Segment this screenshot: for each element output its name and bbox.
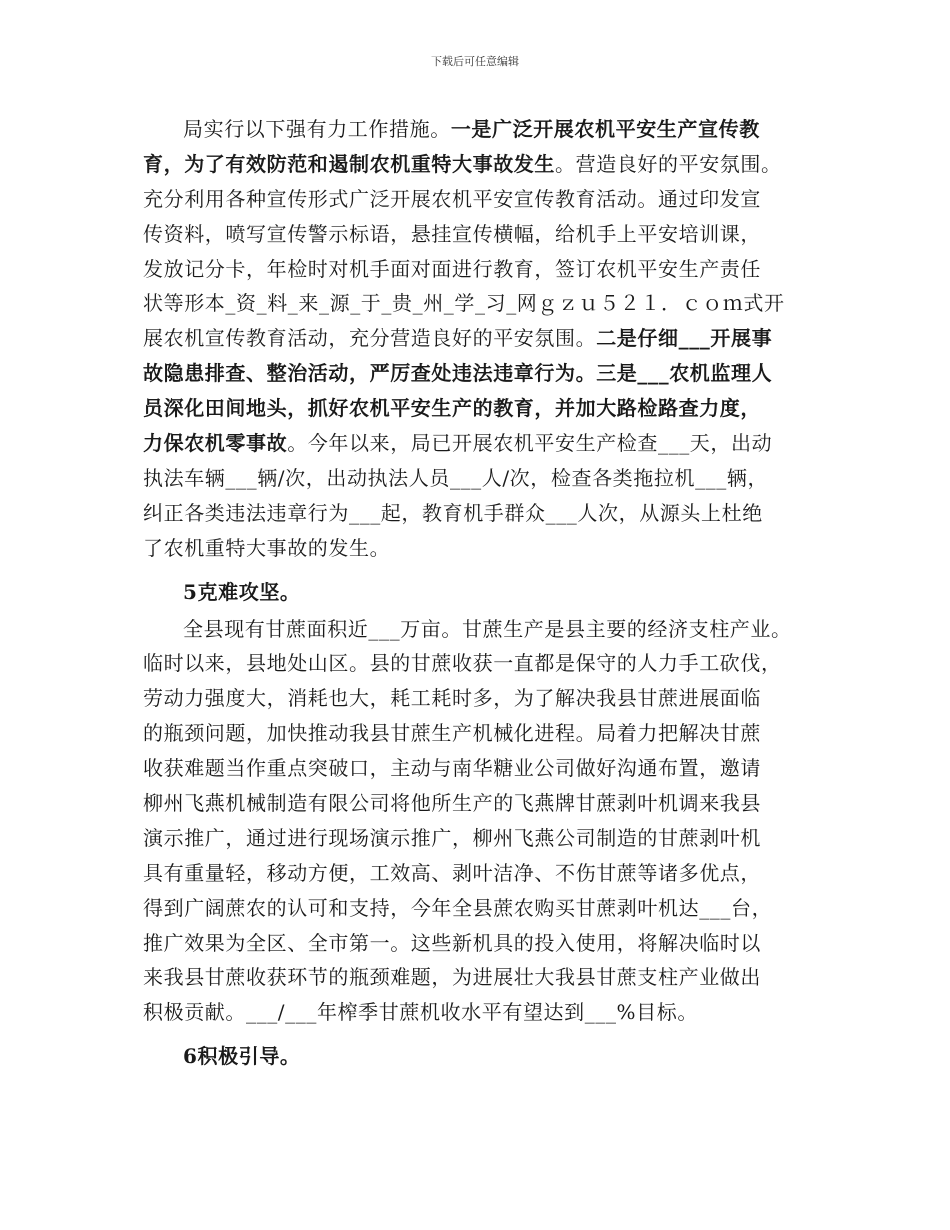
text-run: 积极贡献。___/___年榨季甘蔗机收水平有望达到___%目标。 [143, 1000, 698, 1025]
text-run: 。今年以来，局已开展农机平安生产检查___天，出动 [287, 431, 773, 456]
section-heading: 5克难攻坚。 [183, 579, 301, 604]
text-run: 充分利用各种宣传形式广泛开展农机平安宣传教育活动。通过印发宣 [143, 186, 761, 211]
paragraph-line [143, 112, 833, 147]
text-run: 临时以来，县地处山区。县的甘蔗收获一直都是保守的人力手工砍伐， [143, 651, 782, 676]
paragraph-line [143, 751, 833, 786]
text-run: 传资料，喷写宣传警示标语，悬挂宣传横幅，给机手上平安培训课， [143, 221, 761, 246]
paragraph-line [143, 821, 833, 856]
paragraph-line [143, 252, 833, 287]
text-run: 收获难题当作重点突破口，主动与南华糖业公司做好沟通布置，邀请 [143, 756, 761, 781]
paragraph-line [143, 995, 833, 1030]
paragraph-line [143, 286, 833, 321]
text-run: 。营造良好的平安氛围。 [555, 151, 782, 176]
paragraph-line [143, 182, 833, 217]
paragraph-line [143, 786, 833, 821]
bold-text-run: 一是广泛开展农机平安生产宣传教 [450, 117, 760, 141]
paragraph-line [143, 681, 833, 716]
paragraph-line [143, 356, 833, 391]
text-run: 状等形本_资_料_来_源_于_贵_州_学_习_网ｇｚｕ５２１．ｃｏｍ式开 [143, 291, 785, 316]
page-header-note: 下载后可任意编辑 [431, 55, 519, 68]
section-heading: 6积极引导。 [183, 1044, 301, 1069]
document-body [143, 112, 833, 1076]
bold-text-run: 员深化田间地头，抓好农机平安生产的教育，并加大路检路查力度， [143, 396, 761, 421]
bold-text-run: 二是仔细___开展事 [596, 326, 773, 351]
text-run: 演示推广，通过进行现场演示推广，柳州飞燕公司制造的甘蔗剥叶机 [143, 825, 761, 850]
paragraph-line [143, 960, 833, 995]
paragraph-line [143, 461, 833, 496]
text-run: 纠正各类违法违章行为___起，教育机手群众___人次，从源头上杜绝 [143, 500, 763, 525]
text-run: 得到广阔蔗农的认可和支持，今年全县蔗农购买甘蔗剥叶机达___台， [143, 895, 773, 920]
paragraph-line [143, 891, 833, 926]
paragraph-line [143, 646, 833, 681]
text-run: 劳动力强度大，消耗也大，耗工耗时多，为了解决我县甘蔗进展面临 [143, 686, 761, 711]
paragraph-line [143, 217, 833, 252]
paragraph-line [143, 716, 833, 751]
paragraph-line [143, 612, 833, 647]
text-run: 局实行以下强有力工作措施。 [183, 117, 451, 141]
paragraph-line [143, 147, 833, 182]
bold-text-run: 故隐患排查、整治活动，严厉查处违法违章行为。三是___农机监理人 [143, 361, 773, 386]
paragraph-line [143, 856, 833, 891]
text-run: 执法车辆___辆/次，出动执法人员___人/次，检查各类拖拉机___辆， [143, 465, 769, 490]
paragraph-line [143, 391, 833, 426]
text-run: 全县现有甘蔗面积近___万亩。甘蔗生产是县主要的经济支柱产业。 [183, 616, 792, 641]
paragraph-line [143, 496, 833, 531]
bold-text-run: 育，为了有效防范和遏制农机重特大事故发生 [143, 151, 555, 176]
text-run: 推广效果为全区、全市第一。这些新机具的投入使用，将解决临时以 [143, 930, 761, 955]
text-run: 发放记分卡，年检时对机手面对面进行教育，签订农机平安生产责任 [143, 256, 761, 281]
text-run: 的瓶颈问题，加快推动我县甘蔗生产机械化进程。局着力把解决甘蔗 [143, 721, 761, 746]
text-run: 来我县甘蔗收获环节的瓶颈难题，为进展壮大我县甘蔗支柱产业做出 [143, 965, 761, 990]
text-run: 具有重量轻，移动方便，工效高、剥叶洁净、不伤甘蔗等诸多优点， [143, 860, 761, 885]
paragraph-line [143, 321, 833, 356]
text-run: 了农机重特大事故的发生。 [143, 535, 391, 560]
bold-text-run: 力保农机零事故 [143, 431, 288, 456]
paragraph-line [143, 926, 833, 961]
paragraph-line [143, 531, 833, 566]
paragraph-line [143, 426, 833, 461]
text-run: 展农机宣传教育活动，充分营造良好的平安氛围。 [143, 326, 597, 351]
text-run: 柳州飞燕机械制造有限公司将他所生产的飞燕牌甘蔗剥叶机调来我县 [143, 791, 761, 816]
